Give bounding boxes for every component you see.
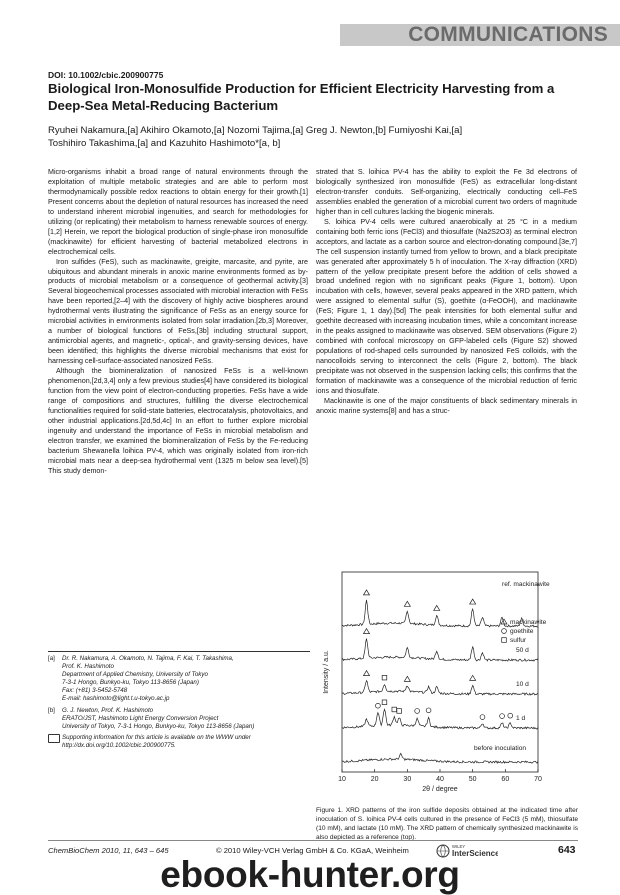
circle-marker bbox=[426, 708, 431, 713]
series-label: 50 d bbox=[516, 647, 529, 654]
series-line bbox=[342, 639, 538, 662]
x-tick-label: 60 bbox=[501, 776, 510, 783]
triangle-marker bbox=[470, 599, 476, 604]
triangle-marker bbox=[364, 629, 370, 634]
triangle-marker bbox=[364, 590, 370, 595]
journal-citation: ChemBioChem 2010, 11, 643 – 645 bbox=[48, 846, 169, 855]
x-tick-label: 70 bbox=[534, 776, 542, 783]
x-axis-label: 2θ / degree bbox=[422, 786, 458, 793]
paragraph: Iron sulfides (FeS), such as mackinawite, greigite, marcasite, and pyrite, are ubiquitous and abundant minerals in anoxic marine environments formed as by-products of microbial metabolism or a consequence of geothermal activity.[3] Several biogeochemical processes associated with microbial interaction with FeSs have been reported,[2–4] with the discovery of highly active biospheres around hydrothermal vents illustrating the significance of FeSs as an energy source for microbial activities in environments isolated from solar irradiation.[2b,3] Moreover, a number of biological functions of FeSs,[3b] including structural support, antimicrobial agents, and magnetic-, optical-, and gravity-sensing devices, have been identified; this highlights the diverse microbial mechanisms that exist for harnessing cell-surface-associated nanosized FeSs. bbox=[48, 257, 308, 366]
logo-top-text: WILEY bbox=[452, 844, 466, 849]
triangle-marker bbox=[470, 675, 476, 680]
affiliation-line: G. J. Newton, Prof. K. Hashimoto bbox=[62, 706, 154, 714]
article-title: Biological Iron-Monosulfide Production for Efficient Electricity Harvesting from a Deep-Sea Metal-Reducing Bacterium bbox=[48, 81, 555, 113]
logo-main-text: InterScience bbox=[452, 849, 498, 858]
legend-label: sulfur bbox=[510, 637, 527, 644]
legend-label: mackinawite bbox=[510, 619, 547, 626]
square-marker bbox=[397, 709, 402, 714]
paragraph: Although the biomineralization of nanosized FeSs is a well-known phenomenon,[2d,3,4] only a few previous studies[4] have considered its biological function from the view point of electron-conducting properties. FeSs have a wide range of compositions and structures, fulfilling the diverse electrochemical functionalities required for solid-state batteries, electrocatalysis, photovoltaics, and other industrial applications.[2d,5d,4c] In an effort to further explore microbial ingenuity and understand the importance of FeSs in microbial metabolism and electron transfer, we examined the biomineralization of FeSs by the Fe-reducing bacterium Shewanella loihica PV-4, which was originally isolated from iron-rich microbial mats near a deep-sea hydrothermal vent (1325 m below sea level).[5] This study demon- bbox=[48, 367, 308, 475]
affiliation-divider bbox=[48, 651, 310, 652]
xrd-figure bbox=[316, 566, 577, 800]
affiliation-line: ERATO/JST, Hashimoto Light Energy Conversion Project bbox=[62, 714, 219, 722]
series-line bbox=[342, 753, 538, 763]
triangle-marker bbox=[364, 671, 370, 676]
affiliation-b bbox=[48, 707, 310, 731]
circle-marker bbox=[500, 714, 505, 719]
section-title: COMMUNICATIONS bbox=[408, 23, 608, 46]
authors-line-1: Ryuhei Nakamura,[a] Akihiro Okamoto,[a] Nozomi Tajima,[a] Greg J. Newton,[b] Fumiyoshi Kai,[a] bbox=[48, 125, 463, 136]
circle-marker bbox=[508, 713, 513, 718]
circle-marker bbox=[480, 715, 485, 720]
paragraph: Micro-organisms inhabit a broad range of natural environments through the exploitation of multiple metabolic strategies and are able to perform most thermodynamically possible redox reactions to obtain energy for their growth.[1] Present concerns about the depletion of natural resources has increased the need to understand inherent microbial ingenuities, and search for methodologies for utilizing (or replicating) their metabolism to harness renewable sources of energy.[1,2] Herein, we report the biological production of single-phase iron monosulfide (mackinawite) for efficient harvesting of bacterial metabolized electrons in electrochemical cells. bbox=[48, 168, 308, 256]
square-marker bbox=[392, 707, 397, 712]
series-label: before inoculation bbox=[474, 745, 527, 752]
triangle-marker bbox=[434, 605, 440, 610]
affiliation-line[interactable]: E-mail: hashimoto@light.t.u-tokyo.ac.jp bbox=[62, 695, 170, 703]
affiliation-a bbox=[48, 655, 310, 704]
plot-area bbox=[323, 572, 550, 793]
legend-label: goethite bbox=[510, 628, 534, 635]
page-number: 643 bbox=[558, 844, 576, 856]
x-tick-label: 10 bbox=[338, 776, 346, 783]
watermark: ebook-hunter.org bbox=[160, 854, 460, 895]
authors-line-2: Toshihiro Takashima,[a] and Kazuhito Hashimoto*[a, b] bbox=[48, 138, 281, 149]
x-tick-label: 40 bbox=[436, 776, 444, 783]
paragraph: Mackinawite is one of the major constituents of black sedimentary minerals in anoxic marine systems[8] and has a struc- bbox=[316, 396, 577, 415]
x-tick-label: 30 bbox=[403, 776, 412, 783]
series-line bbox=[342, 600, 538, 627]
x-tick-label: 20 bbox=[370, 776, 379, 783]
supporting-info bbox=[48, 734, 310, 750]
affiliation-line: Fax: (+81) 3-5452-5748 bbox=[62, 687, 128, 695]
copyright-line: © 2010 Wiley-VCH Verlag GmbH & Co. KGaA, Weinheim bbox=[216, 846, 409, 855]
affiliation-tag: [a] bbox=[48, 655, 55, 662]
affiliations bbox=[48, 655, 310, 753]
series-line bbox=[342, 709, 538, 729]
triangle-marker bbox=[404, 676, 410, 681]
y-axis-label: Intensity / a.u. bbox=[323, 650, 330, 694]
affiliation-line: Department of Applied Chemistry, University of Tokyo bbox=[62, 671, 208, 679]
circle-marker bbox=[376, 703, 381, 708]
affiliation-line: Dr. R. Nakamura, A. Okamoto, N. Tajima, F. Kai, T. Takashima, bbox=[62, 655, 234, 662]
footer-divider bbox=[48, 840, 578, 841]
paragraph: strated that S. loihica PV-4 has the ability to exploit the Fe 3d electrons of biologically synthesized iron monosulfide (FeS) as extracellular long-distant electron-transfer conduits. Self-organizing, electrically conducting cell–FeS assemblies enabled the generation of a microbial current two orders of magnitude higher than in cell cultures lacking the biogenic minerals. bbox=[316, 168, 577, 216]
doi-line: DOI: 10.1002/cbic.200900775 bbox=[48, 70, 164, 80]
paragraph: S. loihica PV-4 cells were cultured anaerobically at 25 °C in a medium containing both ferric ions (FeCl3) and thiosulfate (Na2S2O3) as terminal electron acceptors, and lactate as a carbon source and electron-donating compound.[3e,7] The cell suspension instantly turned from yellow to brown, and a black precipitate was generated after approximately 5 h of inoculation. The X-ray diffraction (XRD) pattern of the yellow precipitate present before the addition of cells showed a broad undefined region with no significant peaks (Figure 1, bottom). Upon incubation with cells, however, several peaks appeared in the XRD pattern, which were assigned to elemental sulfur (S), goethite (α-FeOOH), and mackinawite (FeS; Figure 1, 1 day).[5d] The peak intensities for both elemental sulfur and goethite decreased with increasing incubation times, while a concomitant increase in the peaks assigned to mackinawite was observed. SEM observations (Figure 2) combined with confocal microscopy on GFP-labeled cells (Figure S2) showed populations of rod-shaped cells surrounded by nanosized FeS colloids, with the nanocolloids serving to interconnect the cells (Figure 2, bottom). The black precipitate was not observed in the suspension lacking cells; this confirms that the formation of mackinawite was a consequence of the microbial reduction of ferric ions and thiosulfate. bbox=[316, 217, 577, 395]
supporting-info-text[interactable]: Supporting information for this article is available on the WWW under http://dx.doi.org/10.1002/cbic.200900775. bbox=[62, 733, 251, 749]
plot-frame bbox=[342, 572, 538, 772]
x-tick-label: 50 bbox=[468, 776, 477, 783]
affiliation-line: 7-3-1 Hongo, Bunkyo-ku, Tokyo 113-8656 (Japan) bbox=[62, 679, 199, 687]
section-header-bar bbox=[0, 0, 620, 46]
legend-circle-icon bbox=[502, 629, 507, 634]
series-label: 10 d bbox=[516, 681, 529, 688]
right-column bbox=[316, 168, 577, 417]
circle-marker bbox=[415, 709, 420, 714]
triangle-marker bbox=[404, 601, 410, 606]
monitor-icon bbox=[48, 734, 63, 745]
series-label: ref. mackinawite bbox=[502, 581, 550, 588]
legend-square-icon bbox=[502, 638, 507, 643]
series-label: 1 d bbox=[516, 715, 526, 722]
figure-caption: Figure 1. XRD patterns of the iron sulfide deposits obtained at the indicated time after inoculation of S. loihica PV-4 cells cultured in the presence of FeCl3 (5 mM), thiosulfate (10 mM), and lactate (10 mM). The XRD pattern of chemically synthesized mackinawite is also depicted as a reference (top). bbox=[316, 807, 578, 841]
affiliation-line: University of Tokyo, 7-3-1 Hongo, Bunkyo-ku, Tokyo 113-8656 (Japan) bbox=[62, 722, 255, 730]
author-list bbox=[48, 124, 578, 150]
square-marker bbox=[382, 675, 387, 680]
series-line bbox=[342, 681, 538, 695]
affiliation-line: Prof. K. Hashimoto bbox=[62, 663, 114, 671]
affiliation-tag: [b] bbox=[48, 706, 55, 714]
square-marker bbox=[382, 700, 387, 705]
left-column bbox=[48, 168, 308, 477]
